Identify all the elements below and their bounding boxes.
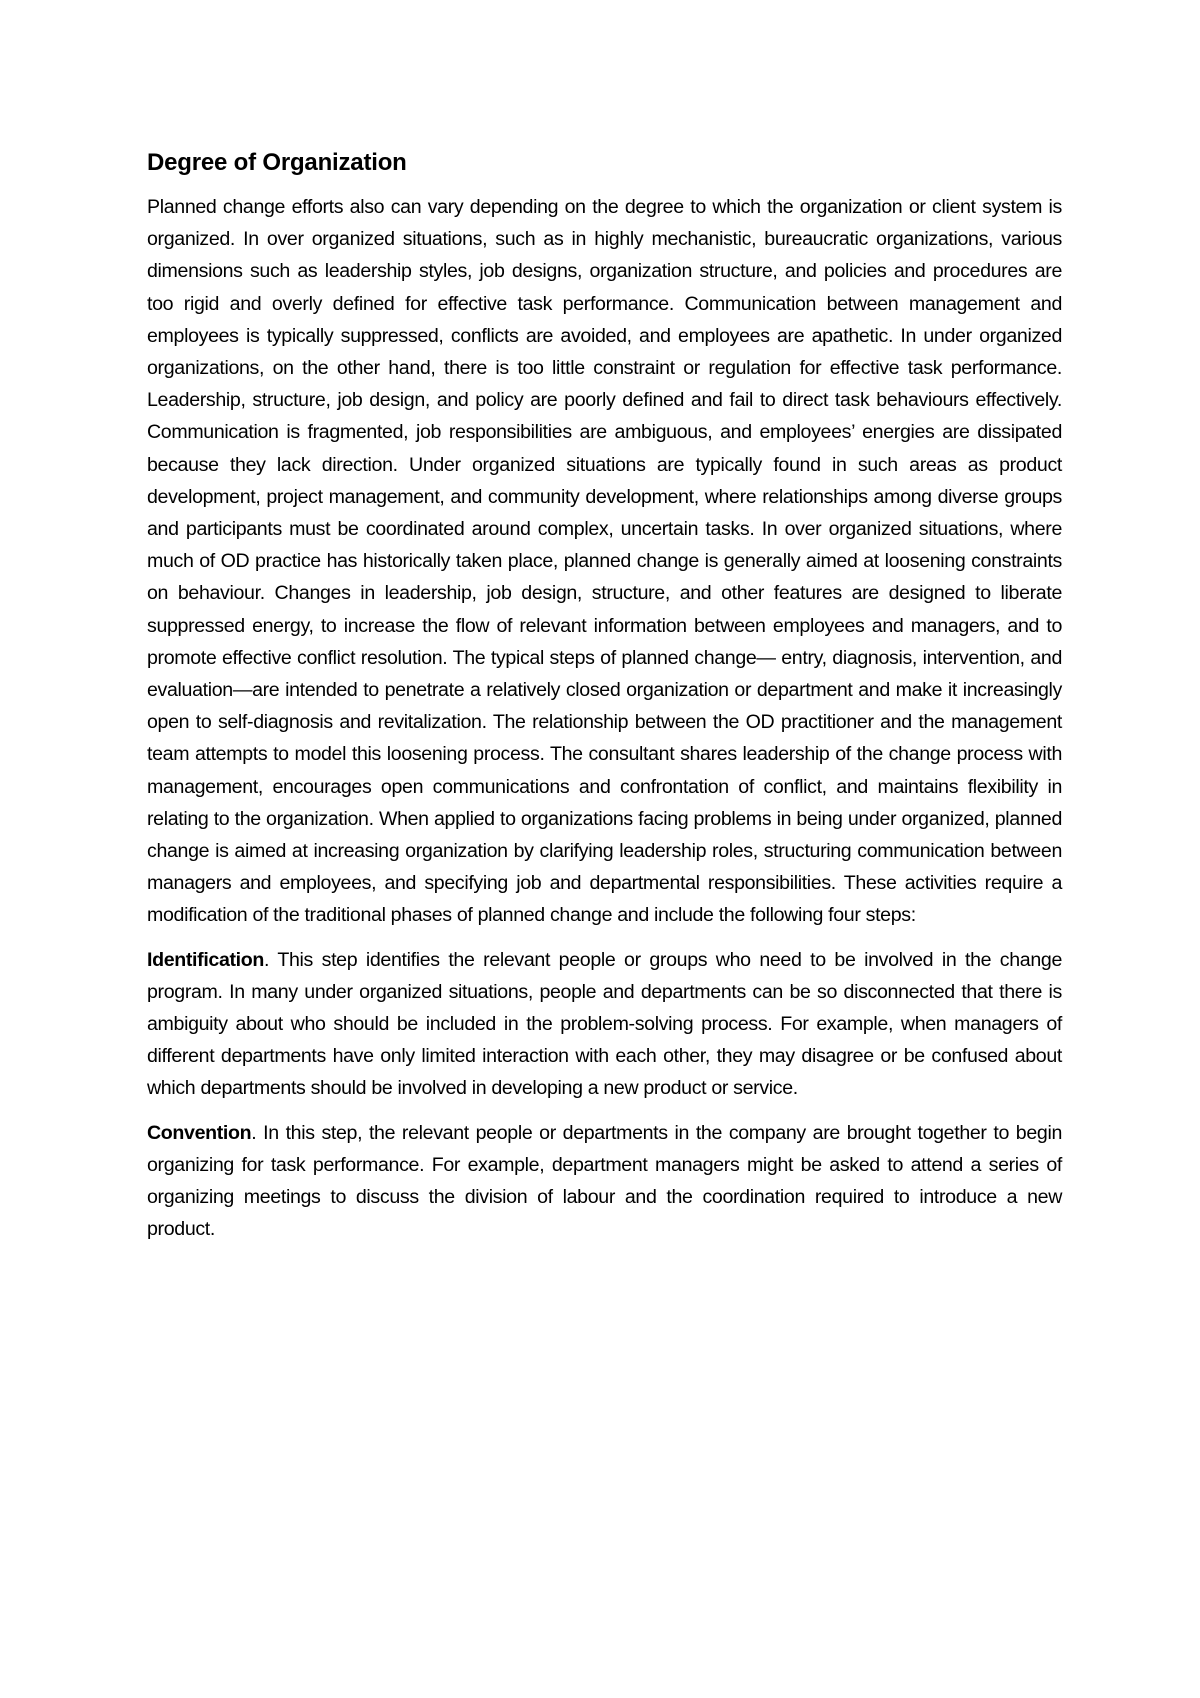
step-identification-paragraph <box>147 944 1062 1105</box>
section-heading: Degree of Organization <box>147 149 407 176</box>
step-convention-paragraph <box>147 1117 1062 1246</box>
step-convention-term: Convention <box>147 1121 252 1144</box>
document-page <box>147 147 1062 1258</box>
intro-paragraph: Planned change efforts also can vary depending on the degree to which the organization or client system is organized. In over organized situations, such as in highly mechanistic, bureaucratic organizations, various dimensions such as leadership styles, job designs, organization structure, and policies and procedures are too rigid and overly defined for effective task performance. Communication between management and employees is typically suppressed, conflicts are avoided, and employees are apathetic. In under organized organizations, on the other hand, there is too little constraint or regulation for effective task performance. Leadership, structure, job design, and policy are poorly defined and fail to direct task behaviours effectively. Communication is fragmented, job responsibilities are ambiguous, and employees’ energies are dissipated because they lack direction. Under organized situations are typically found in such areas as product development, project management, and community development, where relationships among diverse groups and participants must be coordinated around complex, uncertain tasks. In over organized situations, where much of OD practice has historically taken place, planned change is generally aimed at loosening constraints on behaviour. Changes in leadership, job design, structure, and other features are designed to liberate suppressed energy, to increase the flow of relevant information between employees and managers, and to promote effective conflict resolution. The typical steps of planned change— entry, diagnosis, intervention, and evaluation—are intended to penetrate a relatively closed organization or department and make it increasingly open to self-diagnosis and revitalization. The relationship between the OD practitioner and the management team attempts to model this loosening process. The consultant shares leadership of the change process with management, encourages open communications and confrontation of conflict, and maintains flexibility in relating to the organization. When applied to organizations facing problems in being under organized, planned change is aimed at increasing organization by clarifying leadership roles, structuring communication between managers and employees, and specifying job and departmental responsibilities. These activities require a modification of the traditional phases of planned change and include the following four steps: <box>147 196 1062 927</box>
step-convention-text: . In this step, the relevant people or departments in the company are brought together to begin organizing for task performance. For example, department managers might be asked to attend a series of organizing meetings to discuss the division of labour and the coordination required to introduce a new product. <box>147 1121 1062 1241</box>
step-identification-text: . This step identifies the relevant people or groups who need to be involved in the change program. In many under organized situations, people and departments can be so disconnected that there is ambiguity about who should be included in the problem-solving process. For example, when managers of different departments have only limited interaction with each other, they may disagree or be confused about which departments should be involved in developing a new product or service. <box>147 948 1062 1100</box>
step-identification-term: Identification <box>147 948 265 971</box>
